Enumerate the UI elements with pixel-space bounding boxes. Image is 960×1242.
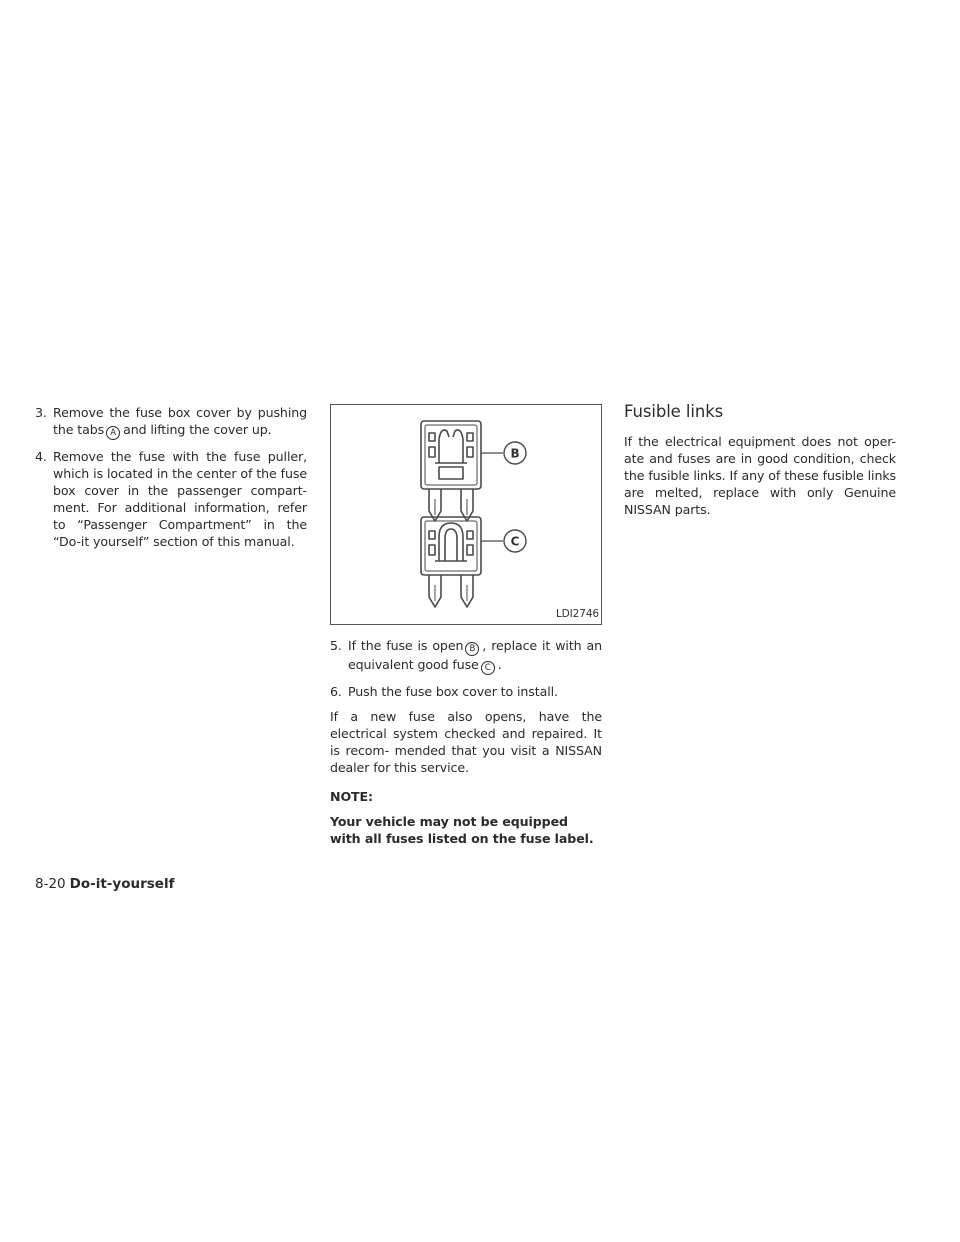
callout-c-label: C [510,534,520,549]
step-number: 3. [35,405,47,420]
step-text: Push the fuse box cover to install. [348,684,558,699]
callout-a-marker: A [106,426,120,440]
right-column [624,402,896,530]
step-text: If the fuse is open [348,638,464,653]
step-number: 6. [330,684,342,699]
note-label: NOTE: [330,789,373,804]
good-fuse-drawing [421,517,481,607]
step-3 [35,404,307,440]
step-number: 5. [330,638,342,653]
page-number: 8-20 [35,876,66,892]
page-footer [35,876,174,892]
step-text: Remove the fuse with the fuse puller, which is located in the center of the fuse box cover in the passenger compart- ment. For additional information, refer to “Passenger Compartment” in the “Do-it yourself” section of this manual. [53,449,307,549]
repair-paragraph: If a new fuse also opens, have the electrical system checked and repaired. It is recom- mended that you visit a NISSAN dealer for this service. [330,709,602,775]
step-5 [330,637,602,675]
step-number: 4. [35,449,47,464]
step-text: Remove the fuse box cover by pushing the tabs [53,405,307,437]
middle-column [330,404,602,847]
fuse-diagram [331,405,601,624]
step-4 [35,448,307,550]
step-text: . [497,657,502,672]
note-text: Your vehicle may not be equipped with all fuses listed on the fuse label. [330,814,594,846]
callout-b-label: B [510,446,520,461]
callout-b-marker: B [465,642,479,656]
step-6 [330,683,602,700]
fuse-illustration [330,404,602,625]
section-heading: Fusible links [624,402,724,421]
step-text: , replace it with an equivalent good fuse [348,638,602,672]
callout-c-marker: C [481,661,495,675]
step-text: and lifting the cover up. [123,422,272,437]
figure-id: LDI2746 [555,608,599,620]
fusible-links-paragraph: If the electrical equipment does not oper- ate and fuses are in good condition, check the fusible links. If any of these fusible links are melted, replace with only Genuine NISSAN parts. [624,434,896,517]
left-column [35,404,307,558]
section-title: Do-it-yourself [69,876,175,892]
blown-fuse-drawing [421,421,481,521]
